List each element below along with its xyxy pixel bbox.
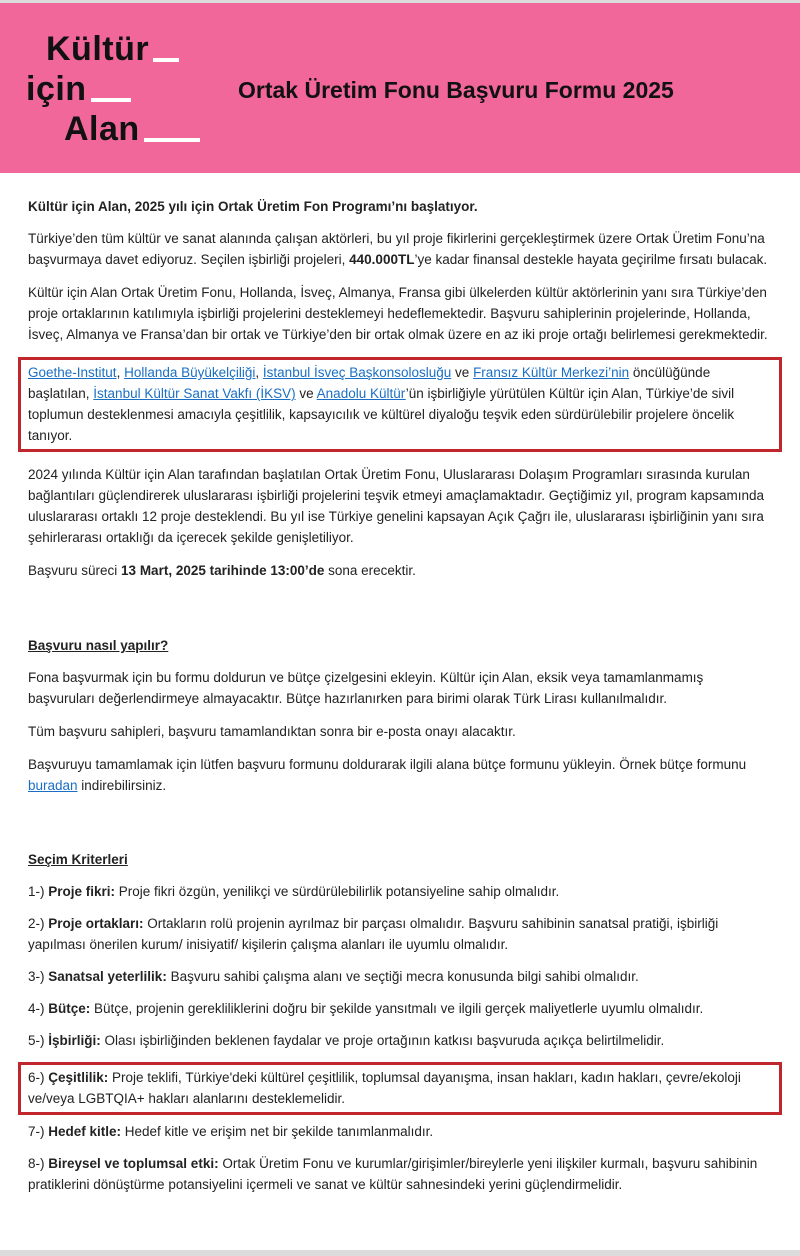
form-title: Ortak Üretim Fonu Başvuru Formu 2025 [238,77,674,103]
partners-paragraph-highlighted: Goethe-Institut, Hollanda Büyükelçiliği, İstanbul İsveç Başkonsolosluğu ve Fransız Kültür Merkezi’nin öncülüğünde başlatılan, İstanbul Kültür Sanat Vakfı (İKSV) ve Anadolu Kültür’ün işbirliğiyle yürütülen Kültür için Alan, Türkiye’de sivil toplumun desteklenmesi amacıyla çeşitlilik, kapsayıcılık ve kültürel diyaloğu teşvik eden sürdürülebilir projelere öncelik tanıyor. [18,357,782,452]
bottom-divider [0,1250,800,1256]
how-to-paragraph-3: Başvuruyu tamamlamak için lütfen başvuru formunu doldurarak ilgili alana bütçe formunu yükleyin. Örnek bütçe formunu buradan indirebilirsiniz. [28,757,747,793]
fransiz-kultur-merkezi-link[interactable]: Fransız Kültür Merkezi’nin [473,365,630,380]
istanbul-isvec-baskonsoloslugu-link[interactable]: İstanbul İsveç Başkonsolosluğu [262,365,452,380]
logo-word-icin: için [26,70,87,108]
grant-amount: 440.000TL [349,252,415,267]
how-to-apply-heading: Başvuru nasıl yapılır? [28,638,169,653]
criterion-8: 8-) Bireysel ve toplumsal etki: Ortak Üretim Fonu ve kurumlar/girişimler/bireylerle yeni ilişkiler kurmalı, başvuru sahibinin pratiklerini dönüştürme potansiyelini içermeli ve sanat ve kültür sahnesindeki yerini güçlendirmelidir. [28,1156,758,1192]
deadline-date: 13 Mart, 2025 tarihinde 13:00’de [121,563,325,578]
criterion-2: 2-) Proje ortakları: Ortakların rolü projenin ayrılmaz bir parçası olmalıdır. Başvuru sahibinin sanatsal pratiği, işbirliği yapılması önerilen kurum/ inisiyatif/ kişilerin çalışma alanları ile uyumlu olmalıdır. [28,916,719,952]
form-description [28,196,772,1206]
intro-paragraph-4: 2024 yılında Kültür için Alan tarafından başlatılan Ortak Üretim Fonu, Uluslararası Dolaşım Programları sırasında kurulan bağlantıları güçlendirerek uluslararası işbirliği projelerini teşvik etmeyi amaçlamaktadır. Geçtiğimiz yıl, program kapsamında uluslararası ortaklı 12 proje desteklendi. Bu yıl ise Türkiye genelini kapsayan Açık Çağrı ile, uluslararası işbirliğinin yanı sıra şehirlerarası ortaklığı da içerecek şekilde genişletiliyor. [28,467,765,545]
logo-word-kultur: Kültür [46,30,150,68]
budget-form-download-link[interactable]: buradan [28,778,78,793]
goethe-institut-link[interactable]: Goethe-Institut [28,365,117,380]
intro-heading: Kültür için Alan, 2025 yılı için Ortak Üretim Fon Programı’nı başlatıyor. [28,199,478,214]
iksv-link[interactable]: İstanbul Kültür Sanat Vakfı (İKSV) [93,386,296,401]
criterion-3: 3-) Sanatsal yeterlilik: Başvuru sahibi çalışma alanı ve seçtiği mecra konusunda bilgi sahibi olmalıdır. [28,969,639,984]
deadline-paragraph: Başvuru süreci 13 Mart, 2025 tarihinde 13:00’de sona erecektir. [28,563,416,578]
page-header [0,3,800,173]
criterion-6-highlighted: 6-) Çeşitlilik: Proje teklifi, Türkiye'deki kültürel çeşitlilik, toplumsal dayanışma, insan hakları, kadın hakları, çevre/ekoloji ve/veya LGBTQIA+ hakları alanlarını desteklemelidir. [18,1062,782,1115]
how-to-paragraph-1: Fona başvurmak için bu formu doldurun ve bütçe çizelgesini ekleyin. Kültür için Alan, eksik veya tamamlanmamış başvuruları değerlendirmeye almayacaktır. Bütçe hazırlanırken para birimi olarak Türk Lirası kullanılmalıdır. [28,670,704,706]
criterion-1: 1-) Proje fikri: Proje fikri özgün, yenilikçi ve sürdürülebilirlik potansiyeline sahip olmalıdır. [28,884,560,899]
logo-word-alan: Alan [64,110,140,148]
criterion-4: 4-) Bütçe: Bütçe, projenin gerekliliklerini doğru bir şekilde yansıtmalı ve ilgili gerçek maliyetlerle uyumlu olmalıdır. [28,1001,704,1016]
criterion-5: 5-) İşbirliği: Olası işbirliğinden beklenen faydalar ve proje ortağının katkısı başvuruda açıkça belirtilmelidir. [28,1033,665,1048]
criterion-7: 7-) Hedef kitle: Hedef kitle ve erişim net bir şekilde tanımlanmalıdır. [28,1124,434,1139]
intro-paragraph-1: Türkiye’den tüm kültür ve sanat alanında çalışan aktörleri, bu yıl proje fikirlerini gerçekleştirmek üzere Ortak Üretim Fonu’na başvurmaya davet ediyoruz. Seçilen işbirliği projeleri, 440.000TL’ye kadar finansal destekle hayata geçirilme fırsatı bulacak. [28,231,768,267]
how-to-paragraph-2: Tüm başvuru sahipleri, başvuru tamamlandıktan sonra bir e-posta onayı alacaktır. [28,724,516,739]
anadolu-kultur-link[interactable]: Anadolu Kültür [316,386,406,401]
intro-paragraph-2: Kültür için Alan Ortak Üretim Fonu, Hollanda, İsveç, Almanya, Fransa gibi ülkelerden kültür aktörlerinin yanı sıra Türkiye’den proje ortaklarının katılımıyla işbirliği projelerini desteklemeyi hedeflemektedir. Başvuru sahiplerinin projelerinde, Hollanda, İsveç, Almanya ve Fransa’dan bir ortak ve Türkiye’den bir ortak olmak üzere en az iki proje ortağı belirlemesi gerekmektedir. [28,285,768,342]
hollanda-buyukelciligi-link[interactable]: Hollanda Büyükelçiliği [124,365,256,380]
selection-criteria-heading: Seçim Kriterleri [28,852,128,867]
